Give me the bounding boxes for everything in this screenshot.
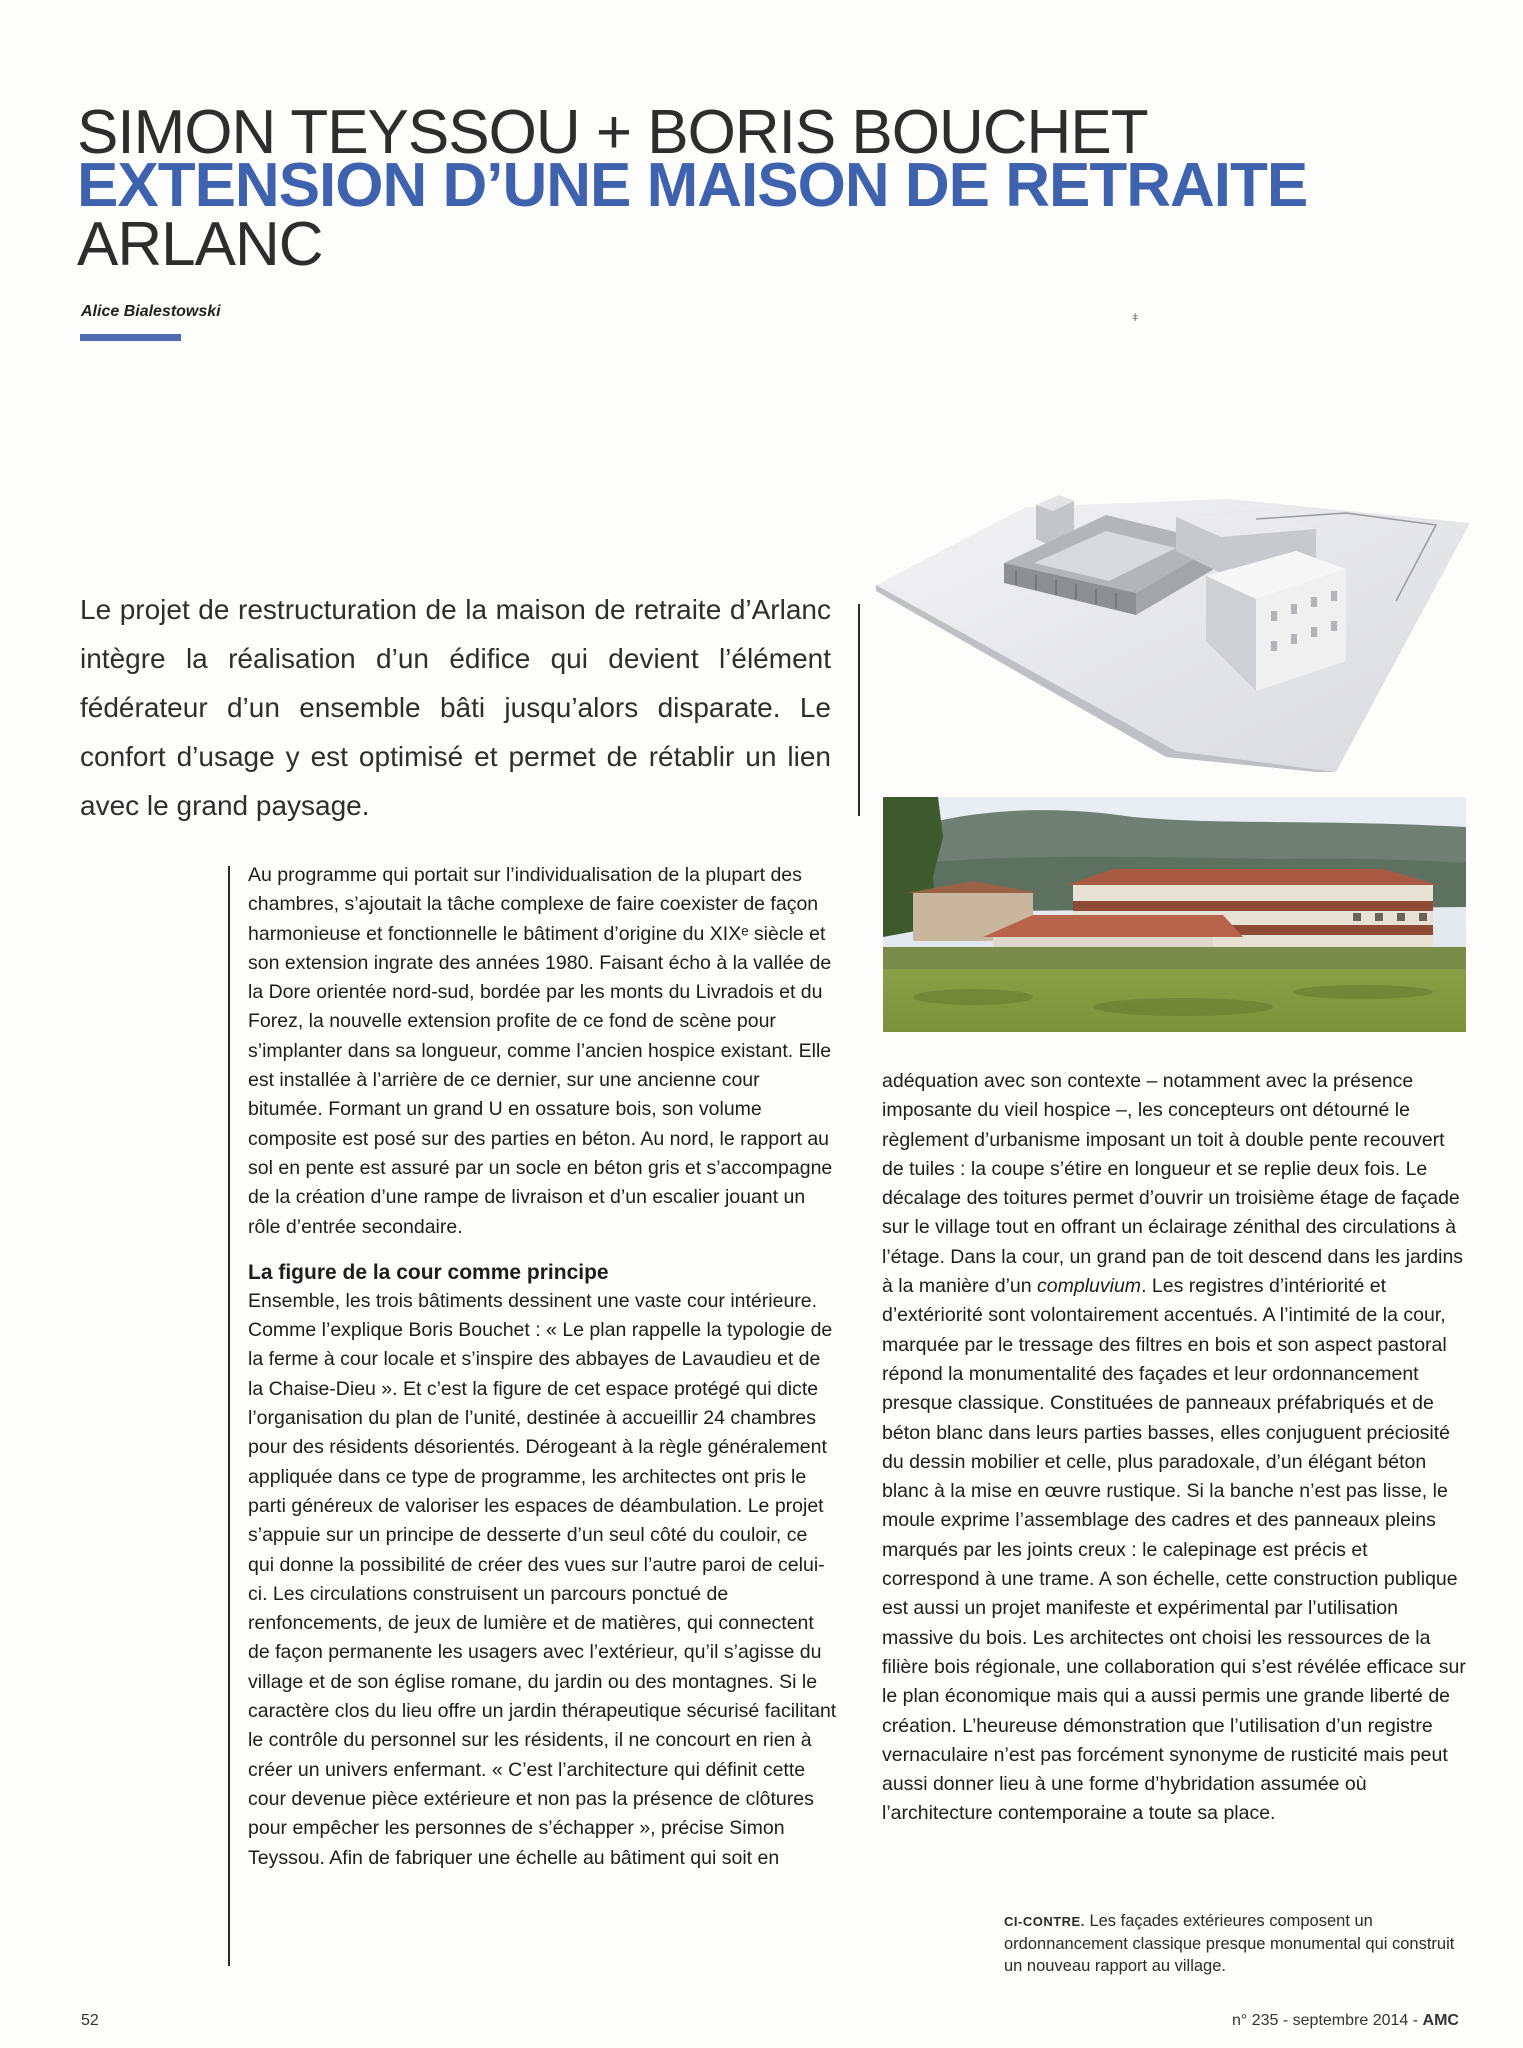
caption-label: CI-CONTRE. <box>1004 1914 1085 1929</box>
italic-term: compluvium <box>1037 1275 1142 1298</box>
photo-caption <box>1004 1910 1474 1977</box>
section-subheading: La figure de la cour comme principe <box>248 1260 609 1284</box>
issue-info: n° 235 - septembre 2014 - <box>1232 2012 1423 2029</box>
project-title: EXTENSION D’UNE MAISON DE RETRAITE <box>77 151 1308 220</box>
page-number: 52 <box>81 2012 99 2029</box>
lead-vertical-rule <box>858 604 860 816</box>
axonometric-model-image <box>876 481 1470 772</box>
body-paragraph <box>882 1067 1468 1829</box>
caption-text: Les façades extérieures composent un ordonnancement classique presque monumental qui construit un nouveau rapport au village. <box>1004 1912 1455 1975</box>
column-vertical-rule <box>228 866 230 1966</box>
lead-paragraph: Le projet de restructuration de la maison de retraite d’Arlanc intègre la réalisation d’un édifice qui devient l’élément fédérateur d’un ensemble bâti jusqu’alors disparate. Le confort d’usage y est optimisé et permet de rétablir un lien avec le grand paysage. <box>80 594 831 821</box>
body-paragraph: Ensemble, les trois bâtiments dessinent une vaste cour intérieure. Comme l’explique Boris Bouchet : « Le plan rappelle la typologie de la ferme à cour locale et s’inspire des abbayes de Lavaudieu et de la Chaise-Dieu ». Et c’est la figure de cet espace protégé qui dicte l’organisation du plan de l’unité, destinée à accueillir 24 chambres pour des résidents désorientés. Dérogeant à la règle généralement appliquée dans ce type de programme, les architectes ont pris le parti généreux de valoriser les espaces de déambulation. Le projet s’appuie sur un principe de desserte d’un seul côté du couloir, ce qui donne la possibilité de créer des vues sur l’autre paroi de celui-ci. Les circulations construisent un parcours ponctué de renfoncements, de jeux de lumière et de matières, qui connectent de façon permanente les usagers avec l’extérieur, qu’il s’agisse du village et de son église romane, du jardin ou des montagnes. Si le caractère clos du lieu offre un jardin thérapeutique sécurisé facilitant le contrôle du personnel sur les résidents, il ne concourt en rien à créer un univers enfermant. « C’est l’architecture qui définit cette cour devenue pièce extérieure et non pas la présence de clôtures pour empêcher les personnes de s’échapper », précise Simon Teyssou. Afin de fabriquer une échelle au bâtiment qui soit en <box>248 1289 837 1869</box>
printing-speck: ǂ <box>1132 312 1139 324</box>
body-column-left <box>248 861 838 1873</box>
architects-title: SIMON TEYSSOU + BORIS BOUCHET <box>77 98 1148 167</box>
body-text: adéquation avec son contexte – notamment avec la présence imposante du vieil hospice –, les concepteurs ont détourné le règlement d’urbanisme imposant un toit à double pente recouvert de tuiles : la coupe s’étire en longueur et se replie deux fois. Le décalage des toitures permet d’ouvrir un troisième étage de façade sur le village tout en offrant un éclairage zénithal des circulations à l’étage. Dans la cour, un grand pan de toit descend dans les jardins à la manière d’un <box>882 1070 1464 1298</box>
body-paragraph: Au programme qui portait sur l’individualisation de la plupart des chambres, s’ajoutait la tâche complexe de faire coexister de façon harmonieuse et fonctionnelle le bâtiment d’origine du XIXᵉ siècle et son extension ingrate des années 1980. Faisant écho à la vallée de la Dore orientée nord-sud, bordée par les monts du Livradois et du Forez, la nouvelle extension profite de ce fond de scène pour s’implanter dans sa longueur, comme l’ancien hospice existant. Elle est installée à l’arrière de ce dernier, sur une ancienne cour bitumée. Formant un grand U en ossature bois, son volume composite est posé sur des parties en béton. Au nord, le rapport au sol en pente est assuré par un socle en béton gris et s’accompagne de la création d’une rampe de livraison et d’un escalier jouant un rôle d’entrée secondaire. <box>248 864 833 1238</box>
author-byline: Alice Bialestowski <box>81 303 221 320</box>
issue-footer <box>1232 2012 1459 2030</box>
body-column-right <box>882 1067 1468 1829</box>
author-rule <box>80 334 181 341</box>
building-photo <box>883 797 1466 1032</box>
body-text: . Les registres d’intériorité et d’extériorité sont volontairement accentués. A l’intimité de la cour, marquée par le tressage des filtres en bois et son aspect pastoral répond la monumentalité des façades et leur ordonnancement presque classique. Constituées de panneaux préfabriqués et de béton blanc dans leurs parties basses, elles conjuguent préciosité du dessin mobilier et celle, plus paradoxale, d’un élégant béton blanc à la mise en œuvre rustique. Si la banche n’est pas lisse, le moule exprime l’assemblage des cadres et des panneaux pleins marqués par les joints creux : le calepinage est précis et correspond à une trame. A son échelle, cette construction publique est aussi un projet manifeste et expérimental par l’utilisation massive du bois. Les architectes ont choisi les ressources de la filière bois régionale, une collaboration qui s’est révélée efficace sur le plan économique mais qui a aussi permis une grande liberté de création. L’heureuse démonstration que l’utilisation d’un registre vernaculaire n’est pas forcément synonyme de rusticité mais peut aussi donner lieu à une forme d’hybridation assumée où l’architecture contemporaine a toute sa place. <box>882 1275 1466 1825</box>
place-title: ARLANC <box>77 210 323 279</box>
magazine-name: AMC <box>1422 2012 1459 2029</box>
